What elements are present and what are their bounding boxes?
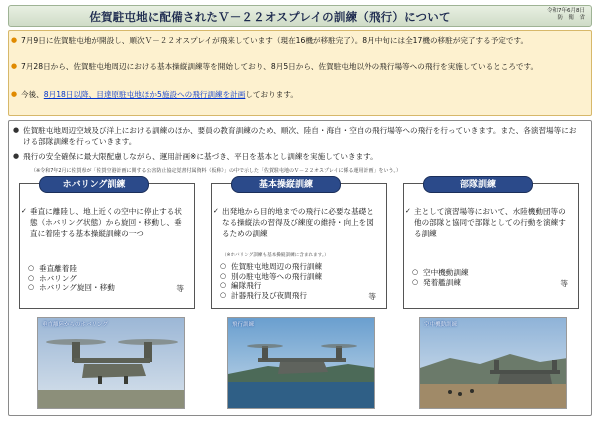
main-bullet-2: ● 飛行の安全確保に最大限配慮しながら、運用計画※に基づき、平日を基本とし訓練を実施していきます。 xyxy=(23,151,579,162)
hovering-photo-label: 垂直離陸からのホバリング xyxy=(42,322,108,328)
flight-training-photo xyxy=(227,317,375,409)
page-title: 佐賀駐屯地に配備されたＶ－２２オスプレイの訓練（飛行）について xyxy=(89,10,451,24)
unit-training-panel xyxy=(403,183,579,309)
summary-box xyxy=(8,30,592,116)
bullet-3-prefix: 今後、 xyxy=(21,90,44,99)
hovering-items xyxy=(28,264,188,293)
unit-training-items xyxy=(412,268,572,287)
issuer-line: 防 衛 省 xyxy=(557,15,585,21)
list-item: ○ 佐賀駐屯地周辺の飛行訓練 xyxy=(220,262,380,272)
list-item: ○ 計器飛行及び夜間飛行 xyxy=(220,291,380,301)
flight-training-photo-label: 飛行訓練 xyxy=(232,322,255,328)
training-plan-link[interactable]: 8月18日以降、目達原駐屯地ほか5施設への飛行訓練を計画 xyxy=(43,90,246,99)
summary-bullet-1: ● 7月9日に佐賀駐屯地が開設し、順次Ｖ－２２オスプレイが飛来しています（現在16機が移駐完了）。8月中旬には全17機の移駐が完了する予定です。 xyxy=(21,35,577,46)
hovering-training-heading: ホバリング訓練 xyxy=(39,176,149,193)
basic-flight-training-panel xyxy=(211,183,387,309)
summary-bullet-2: ● 7月28日から、佐賀駐屯地周辺における基本操縦訓練等を開始しており、8月5日から、佐賀駐屯地以外の飛行場等への飛行を実施しているところです。 xyxy=(21,61,577,72)
hovering-training-panel xyxy=(19,183,195,309)
list-item: ○ ホバリング旋回・移動 xyxy=(28,283,188,293)
basic-flight-items xyxy=(220,262,380,300)
airmobile-photo-label: 空中機動訓練 xyxy=(424,322,458,328)
title-bar xyxy=(8,5,592,27)
hovering-description: ✓ 垂直に離陸し、地上近くの空中に停止する状態（ホバリング状態）から旋回・移動し、垂直に着陸する基本操縦訓練の一つ xyxy=(30,206,186,239)
unit-training-description: ✓ 主として演習場等において、水陸機動団等の他の部隊と協同で部隊としての行動を演練する訓練 xyxy=(414,206,570,239)
summary-bullet-3 xyxy=(21,89,577,100)
list-item: ○ ホバリング xyxy=(28,274,188,284)
list-item: ○ 編隊飛行 xyxy=(220,281,380,291)
list-item: ○ 垂直離着陸 xyxy=(28,264,188,274)
date-line: 令和7年6月8日 xyxy=(547,8,585,14)
basic-flight-note: （※ホバリング訓練も基本操縦訓練に含まれます。） xyxy=(222,253,329,258)
airmobile-training-photo xyxy=(419,317,567,409)
main-bullet-1: ● 佐賀駐屯地周辺空域及び洋上における訓練のほか、要員の教育訓練のため、順次、陸自・海自・空自の飛行場等への飛行を行っていきます。また、各演習場等における部隊訓練を行っていきます。 xyxy=(23,125,579,147)
hovering-photo xyxy=(37,317,185,409)
footnote: （※令和7年2月に佐賀県が「佐賀空港計画に関する公害防止協定覚書付属資料（仮称）」の中で示した「佐賀駐屯地のＶ－２２オスプレイに係る運用計画」をいう。） xyxy=(31,168,402,174)
etc-label: 等 xyxy=(560,279,568,288)
flight-training-photo-image xyxy=(228,318,375,409)
basic-flight-description: ✓ 出発地から目的地までの飛行に必要な基礎となる操縦法の習得及び練度の維持・向上を図るための訓練 xyxy=(222,206,378,239)
airmobile-training-photo-image xyxy=(420,318,567,409)
list-item: ○ 発着艦訓練 xyxy=(412,278,572,288)
basic-flight-training-heading: 基本操縦訓練 xyxy=(231,176,341,193)
training-detail-box xyxy=(8,120,592,416)
etc-label: 等 xyxy=(368,292,376,301)
date-stamp xyxy=(533,8,585,22)
list-item: ○ 空中機動訓練 xyxy=(412,268,572,278)
hovering-photo-image xyxy=(38,318,185,409)
bullet-3-suffix: しております。 xyxy=(245,90,298,99)
etc-label: 等 xyxy=(176,284,184,293)
unit-training-heading: 部隊訓練 xyxy=(423,176,533,193)
list-item: ○ 別の駐屯地等への飛行訓練 xyxy=(220,272,380,282)
